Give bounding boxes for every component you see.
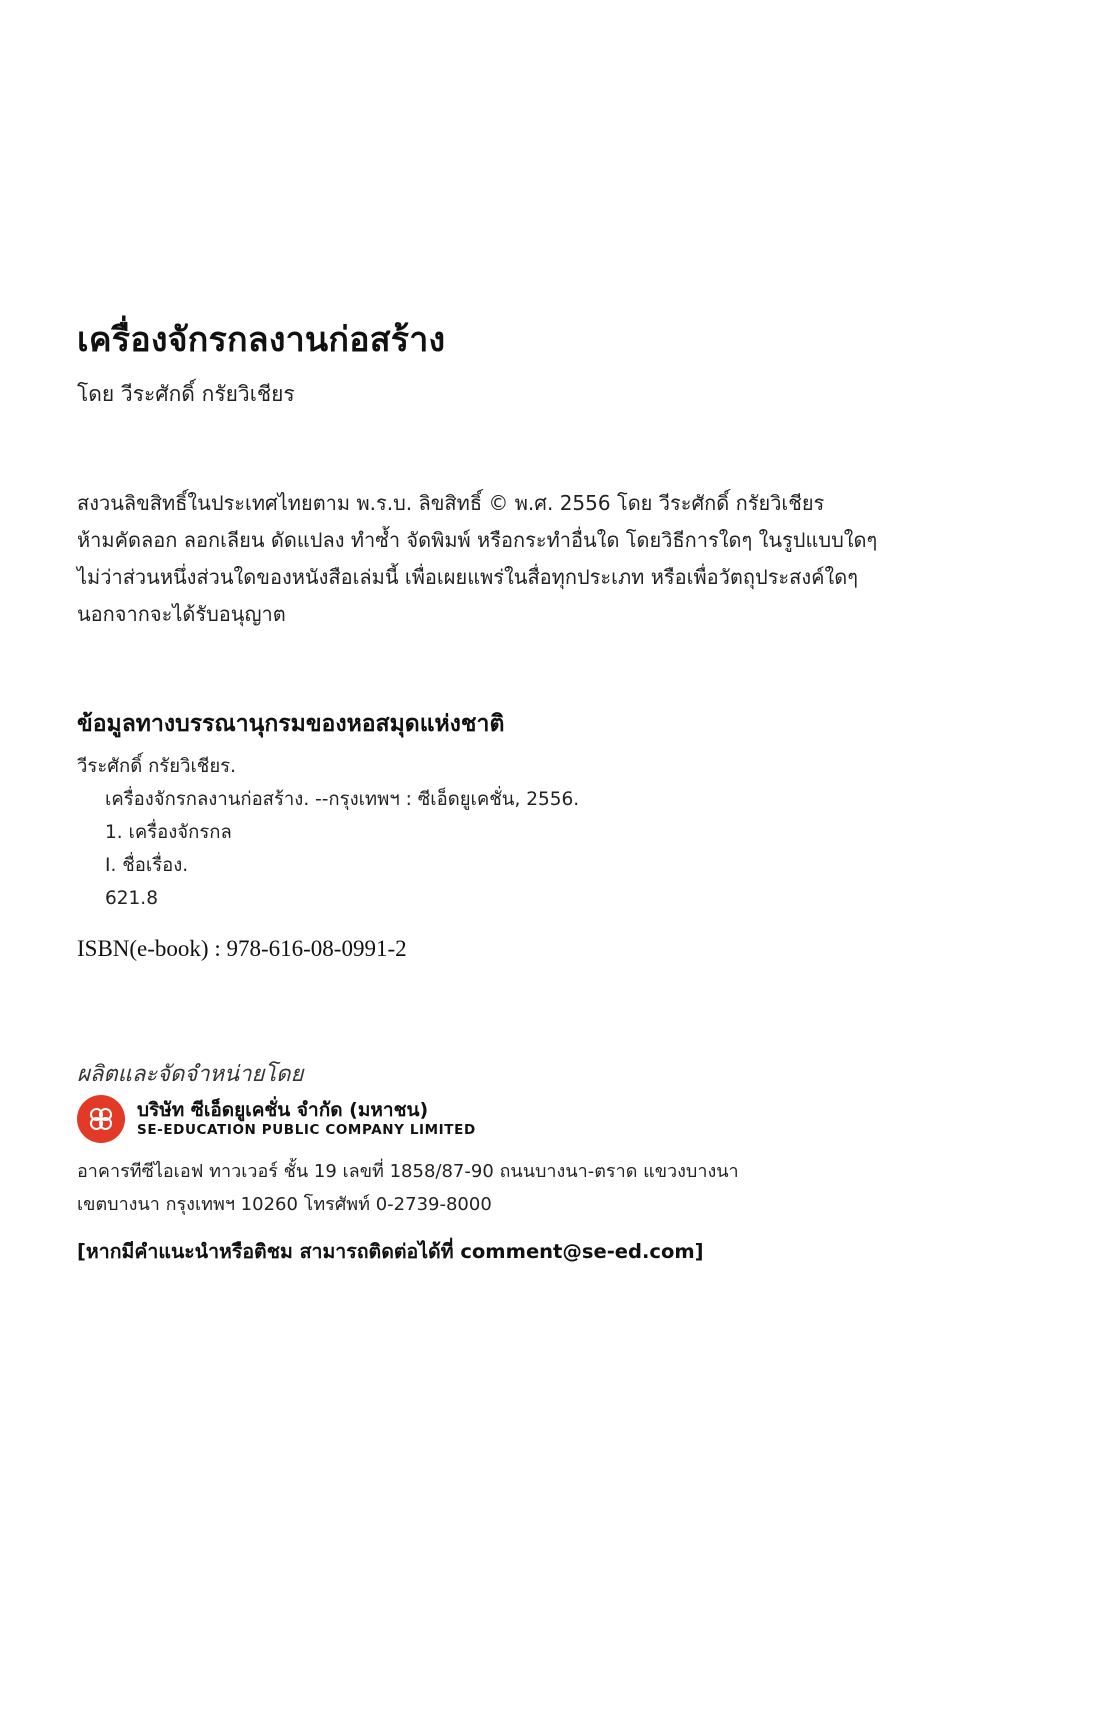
copyright-line: ห้ามคัดลอก ลอกเลียน ดัดแปลง ทำซ้ำ จัดพิมพ์ หรือกระทำอื่นใด โดยวิธีการใดๆ ในรูปแบบใดๆ <box>77 528 878 552</box>
isbn: ISBN(e-book) : 978-616-08-0991-2 <box>77 936 407 961</box>
cip-class-number: 621.8 <box>105 888 158 909</box>
copyright-line: นอกจากจะได้รับอนุญาต <box>77 602 286 626</box>
publisher-address <box>77 1155 739 1221</box>
cip-author: วีระศักดิ์ กรัยวิเชียร. <box>77 756 237 777</box>
publisher-name <box>137 1099 476 1139</box>
comment-contact: [หากมีคำแนะนำหรือติชม สามารถติดต่อได้ที่ comment@se-ed.com] <box>77 1240 704 1263</box>
cip-subject: 1. เครื่องจักรกล <box>105 822 232 843</box>
publisher-name-en: SE-EDUCATION PUBLIC COMPANY LIMITED <box>137 1122 476 1138</box>
produced-by-label: ผลิตและจัดจำหน่ายโดย <box>77 1062 304 1087</box>
address-line: อาคารทีซีไอเอฟ ทาวเวอร์ ชั้น 19 เลขที่ 1858/87-90 ถนนบางนา-ตราด แขวงบางนา <box>77 1161 739 1182</box>
address-line: เขตบางนา กรุงเทพฯ 10260 โทรศัพท์ 0-2739-8000 <box>77 1194 492 1215</box>
copyright-line: ไม่ว่าส่วนหนึ่งส่วนใดของหนังสือเล่มนี้ เพื่อเผยแพร่ในสื่อทุกประเภท หรือเพื่อวัตถุประสงค์ใดๆ <box>77 565 859 589</box>
publisher-name-th: บริษัท ซีเอ็ดยูเคชั่น จำกัด (มหาชน) <box>137 1099 429 1121</box>
se-ed-logo-icon <box>77 1095 125 1143</box>
book-author: โดย วีระศักดิ์ กรัยวิเชียร <box>77 382 295 406</box>
cip-record <box>77 750 579 915</box>
cip-title-entry: I. ชื่อเรื่อง. <box>105 855 189 876</box>
cip-title-line: เครื่องจักรกลงานก่อสร้าง. --กรุงเทพฯ : ซีเอ็ดยูเคชั่น, 2556. <box>105 789 580 810</box>
publisher-logo-block <box>77 1095 476 1143</box>
book-title: เครื่องจักรกลงานก่อสร้าง <box>77 320 446 360</box>
copyright-line: สงวนลิขสิทธิ์ในประเทศไทยตาม พ.ร.บ. ลิขสิทธิ์ © พ.ศ. 2556 โดย วีระศักดิ์ กรัยวิเชียร <box>77 491 825 515</box>
cip-heading: ข้อมูลทางบรรณานุกรมของหอสมุดแห่งชาติ <box>77 711 505 737</box>
copyright-notice <box>77 485 877 633</box>
